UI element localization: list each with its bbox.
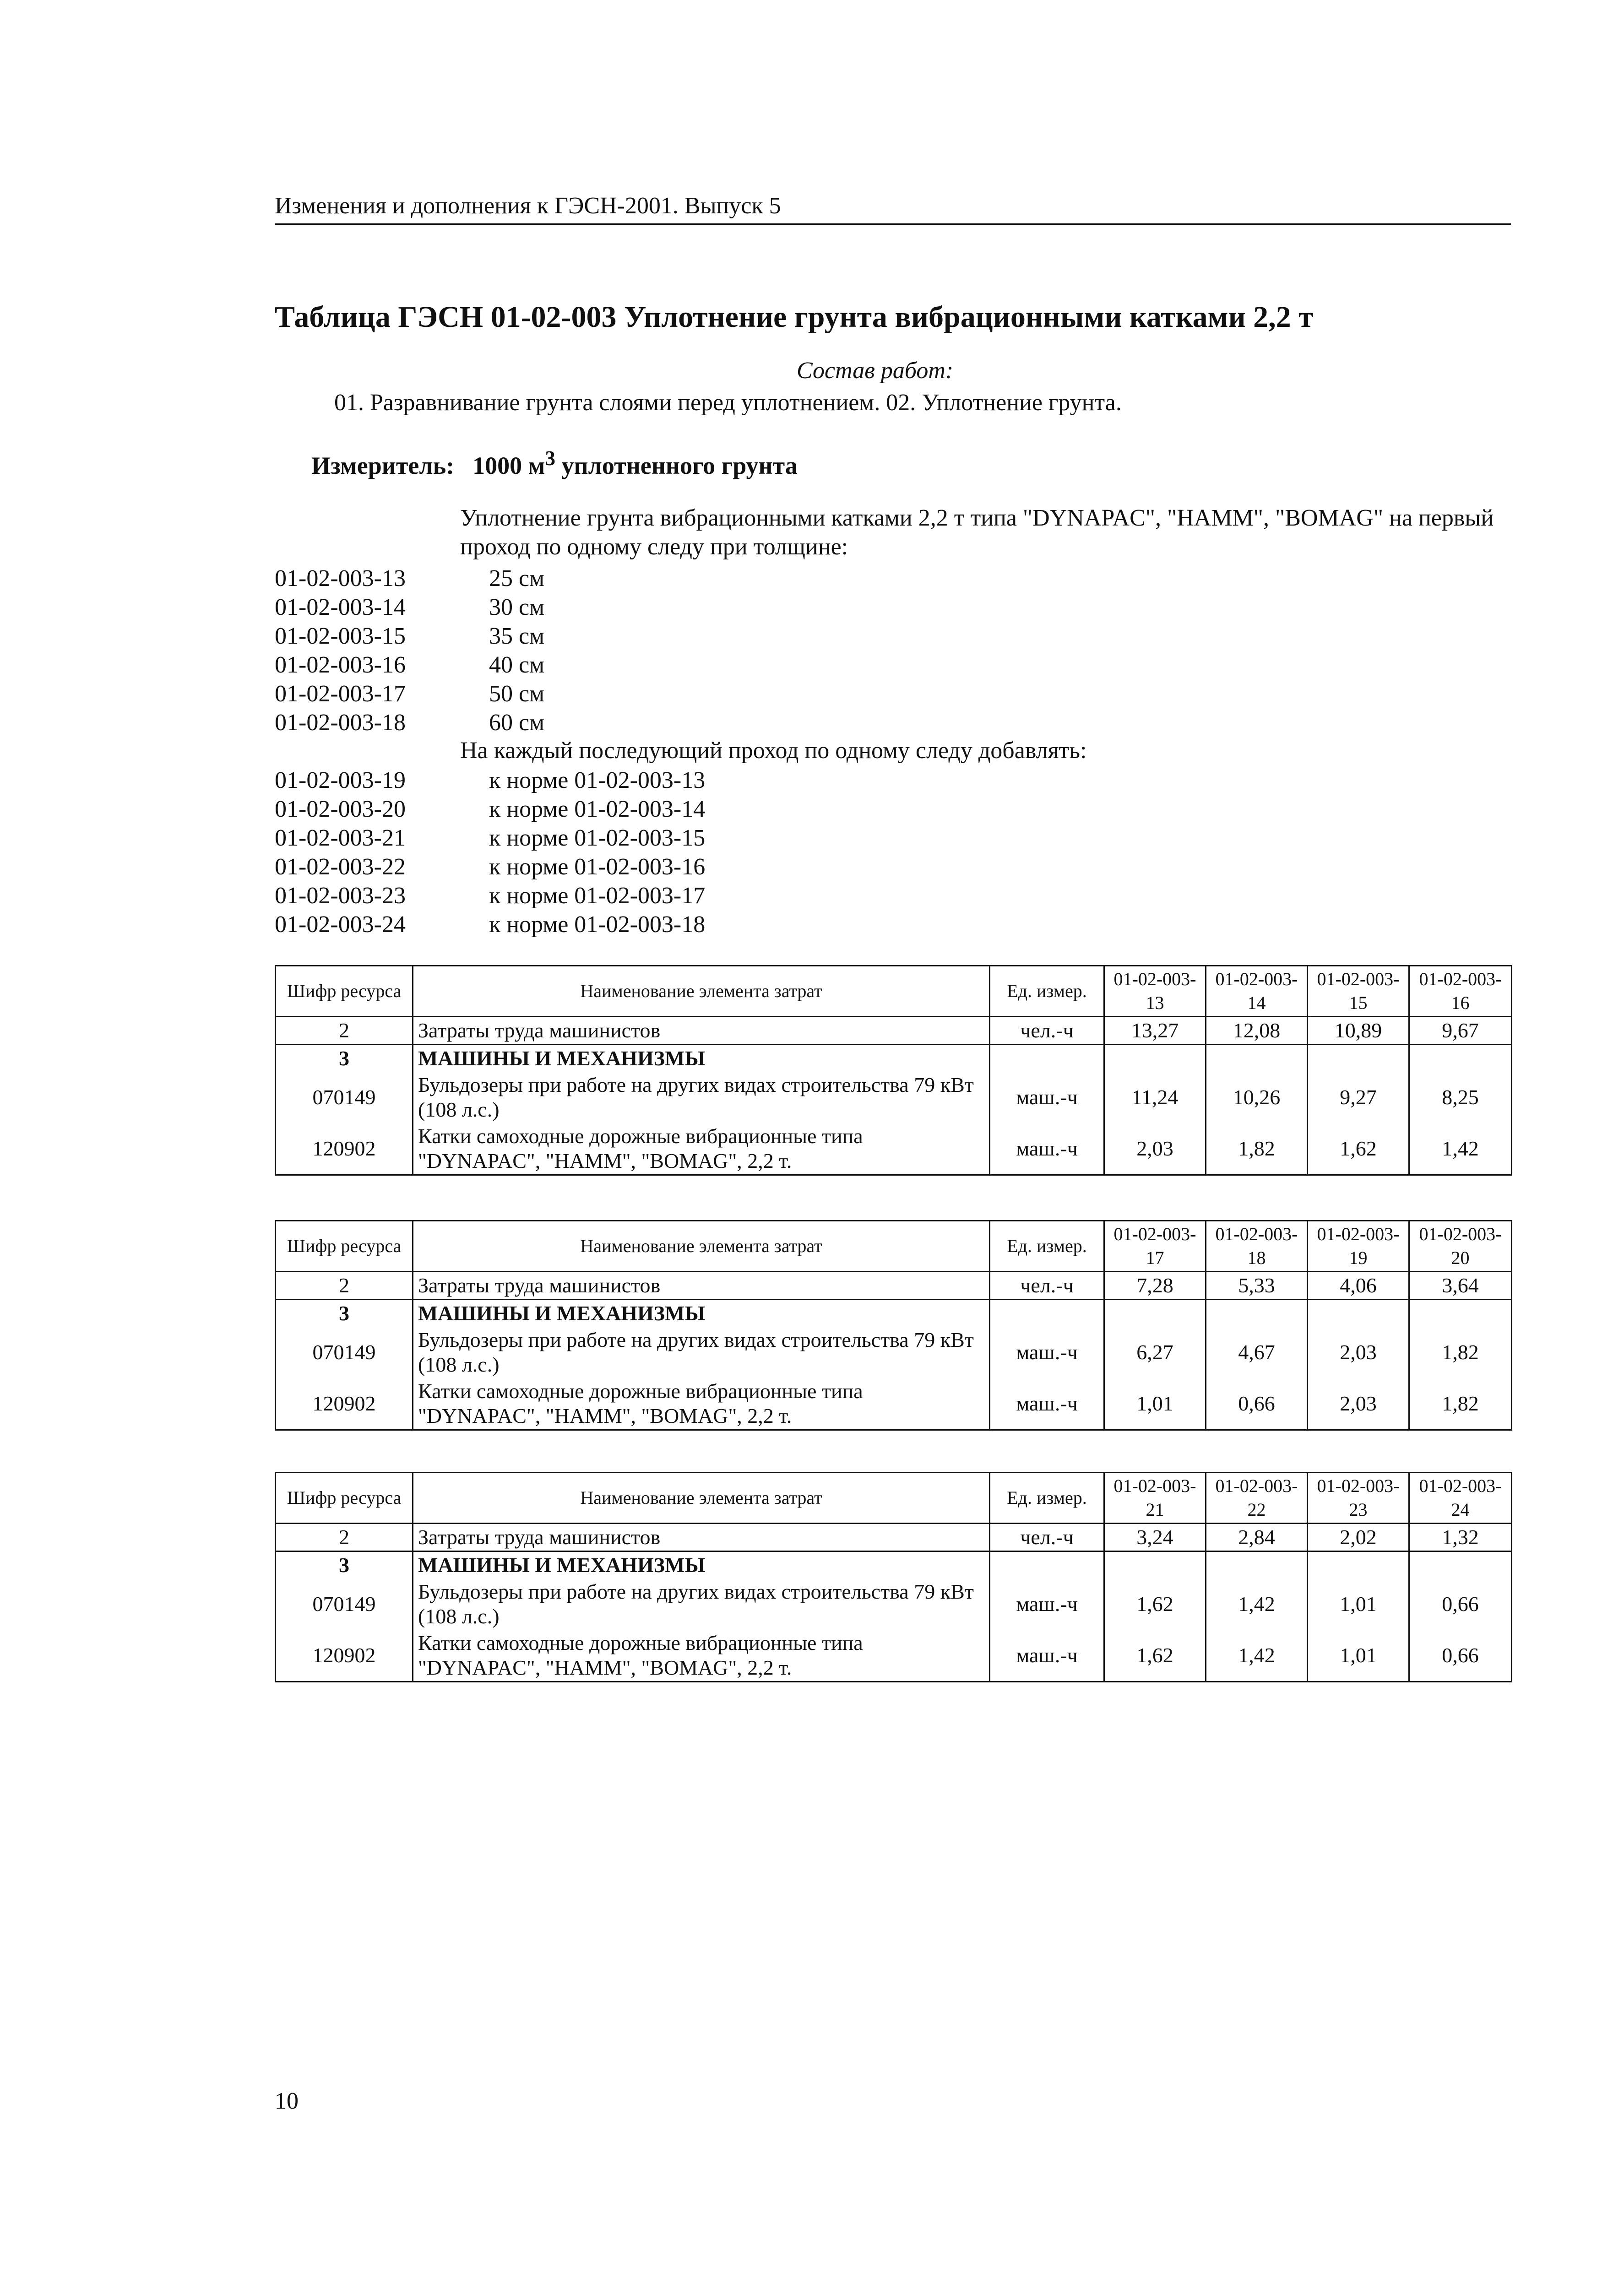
norm-codes-list [275, 564, 406, 737]
measurement-value: 1000 $м^3$ уплотненного грунта [473, 447, 798, 479]
table-row: 120902 Катки самоходные дорожные вибрационные типа "DYNAPAC", "HAMM", "BOMAG", 2,2 т. маш.-ч 1,62 1,42 1,01 0,66 [276, 1630, 1512, 1682]
norm-code: 01-02-003-16 [275, 652, 406, 678]
norm-description: к норме 01-02-003-14 [489, 796, 706, 822]
norm-description: 25 см [489, 565, 544, 591]
additional-codes-list [275, 766, 406, 939]
norm-code: 01-02-003-21 [275, 825, 406, 851]
norm-description: к норме 01-02-003-18 [489, 911, 706, 938]
table-row: 2 Затраты труда машинистов чел.-ч 13,27 12,08 10,89 9,67 [276, 1017, 1512, 1045]
header-name: Наименование элемента затрат [413, 966, 990, 1017]
header-code: Шифр ресурса [276, 1473, 413, 1524]
norm-code: 01-02-003-19 [275, 767, 406, 793]
norm-description: 30 см [489, 594, 544, 620]
norm-description: 50 см [489, 681, 544, 707]
norm-code: 01-02-003-13 [275, 565, 406, 591]
header-norm: 01-02-003-20 [1409, 1221, 1512, 1272]
norm-description: к норме 01-02-003-17 [489, 883, 706, 909]
table-row: 2 Затраты труда машинистов чел.-ч 7,28 5,33 4,06 3,64 [276, 1272, 1512, 1300]
header-norm: 01-02-003-17 [1104, 1221, 1206, 1272]
resource-table-1 [275, 965, 1512, 1176]
norm-description: 60 см [489, 710, 544, 736]
page-number: 10 [275, 2088, 299, 2114]
header-norm: 01-02-003-21 [1104, 1473, 1206, 1524]
table-row: 3 МАШИНЫ И МЕХАНИЗМЫ [276, 1045, 1512, 1072]
additional-pass-note: На каждый последующий проход по одному следу добавлять: [460, 738, 1087, 764]
header-norm: 01-02-003-13 [1104, 966, 1206, 1017]
additional-descriptions-list [489, 766, 705, 939]
table-row: 3 МАШИНЫ И МЕХАНИЗМЫ [276, 1551, 1512, 1579]
table-row: 070149 Бульдозеры при работе на других видах строительства 79 кВт (108 л.с.) маш.-ч 6,27 4,67 2,03 1,82 [276, 1327, 1512, 1378]
header-norm: 01-02-003-19 [1308, 1221, 1409, 1272]
norm-code: 01-02-003-24 [275, 911, 406, 938]
measurement-unit [311, 446, 798, 480]
norm-code: 01-02-003-17 [275, 681, 406, 707]
norm-code: 01-02-003-20 [275, 796, 406, 822]
header-name: Наименование элемента затрат [413, 1221, 990, 1272]
header-norm: 01-02-003-16 [1409, 966, 1512, 1017]
norm-description: к норме 01-02-003-16 [489, 854, 706, 880]
table-row: 120902 Катки самоходные дорожные вибрационные типа "DYNAPAC", "HAMM", "BOMAG", 2,2 т. маш.-ч 2,03 1,82 1,62 1,42 [276, 1123, 1512, 1175]
norm-code: 01-02-003-23 [275, 883, 406, 909]
work-composition-label: Состав работ: [797, 358, 954, 384]
norm-description: 35 см [489, 623, 544, 649]
norm-description: 40 см [489, 652, 544, 678]
table-row: 070149 Бульдозеры при работе на других видах строительства 79 кВт (108 л.с.) маш.-ч 1,62 1,42 1,01 0,66 [276, 1578, 1512, 1630]
norms-intro: Уплотнение грунта вибрационными катками 2,2 т типа "DYNAPAC", "HAMM", "BOMAG" на первый проход по одному следу при толщине: [460, 505, 1494, 560]
header-norm: 01-02-003-14 [1206, 966, 1308, 1017]
norm-code: 01-02-003-15 [275, 623, 406, 649]
norm-code: 01-02-003-14 [275, 594, 406, 620]
work-composition: 01. Разравнивание грунта слоями перед уплотнением. 02. Уплотнение грунта. [334, 390, 1122, 416]
header-norm: 01-02-003-22 [1206, 1473, 1308, 1524]
resource-table-3 [275, 1472, 1512, 1682]
header-code: Шифр ресурса [276, 1221, 413, 1272]
header-code: Шифр ресурса [276, 966, 413, 1017]
header-unit: Ед. измер. [990, 966, 1104, 1017]
norm-description: к норме 01-02-003-13 [489, 767, 706, 793]
header-unit: Ед. измер. [990, 1473, 1104, 1524]
header-unit: Ед. измер. [990, 1221, 1104, 1272]
header-norm: 01-02-003-24 [1409, 1473, 1512, 1524]
resource-table-2 [275, 1220, 1512, 1431]
table-row: 3 МАШИНЫ И МЕХАНИЗМЫ [276, 1300, 1512, 1327]
table-row: 070149 Бульдозеры при работе на других видах строительства 79 кВт (108 л.с.) маш.-ч 11,24 10,26 9,27 8,25 [276, 1072, 1512, 1123]
table-row: 120902 Катки самоходные дорожные вибрационные типа "DYNAPAC", "HAMM", "BOMAG", 2,2 т. маш.-ч 1,01 0,66 2,03 1,82 [276, 1378, 1512, 1430]
norm-descriptions-list [489, 564, 544, 737]
table-row: 2 Затраты труда машинистов чел.-ч 3,24 2,84 2,02 1,32 [276, 1524, 1512, 1551]
header-norm: 01-02-003-15 [1308, 966, 1409, 1017]
norm-code: 01-02-003-22 [275, 854, 406, 880]
header-norm: 01-02-003-23 [1308, 1473, 1409, 1524]
page-header: Изменения и дополнения к ГЭСН-2001. Выпуск 5 [275, 193, 781, 219]
header-divider [275, 223, 1511, 225]
header-name: Наименование элемента затрат [413, 1473, 990, 1524]
header-norm: 01-02-003-18 [1206, 1221, 1308, 1272]
table-title: Таблица ГЭСН 01-02-003 Уплотнение грунта вибрационными катками 2,2 т [275, 300, 1314, 334]
norm-code: 01-02-003-18 [275, 710, 406, 736]
measurement-label: Измеритель: [311, 452, 455, 479]
norm-description: к норме 01-02-003-15 [489, 825, 706, 851]
